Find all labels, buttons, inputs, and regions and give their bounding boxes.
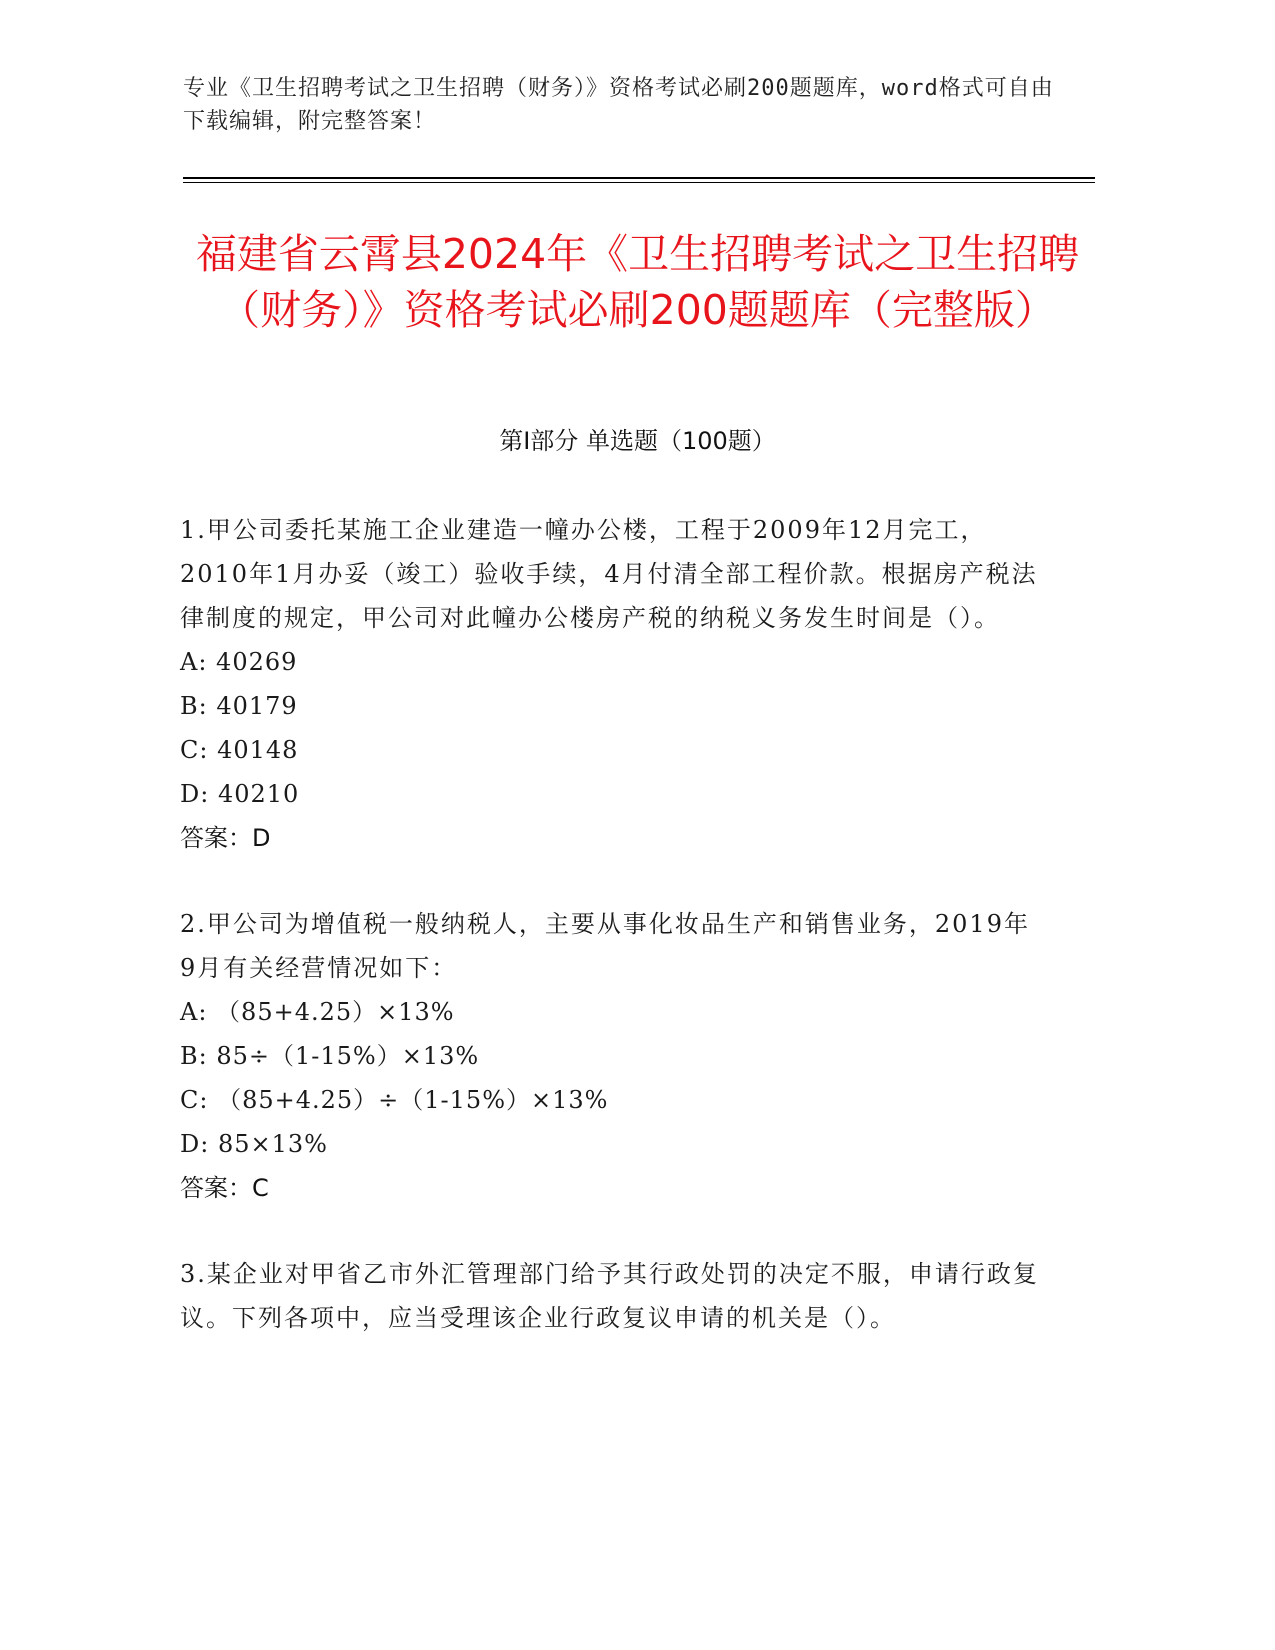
question-stem: 3.某企业对甲省乙市外汇管理部门给予其行政处罚的决定不服，申请行政复议。下列各项中，应当受理该企业行政复议申请的机关是（）。: [180, 1260, 1039, 1332]
question-3: [180, 1252, 1040, 1340]
question-stem: 1.甲公司委托某施工企业建造一幢办公楼，工程于2009年12月完工，2010年1月办妥（竣工）验收手续，4月付清全部工程价款。根据房产税法律制度的规定，甲公司对此幢办公楼房产税的纳税义务发生时间是（）。: [180, 516, 1038, 632]
option-b: B: 40179: [180, 692, 298, 720]
question-2: [180, 902, 1040, 1210]
option-c: C: 40148: [180, 736, 299, 764]
question-stem: 2.甲公司为增值税一般纳税人，主要从事化妆品生产和销售业务，2019年9月有关经营情况如下：: [180, 910, 1030, 982]
question-1: [180, 508, 1040, 860]
header-divider-thin: [183, 182, 1095, 183]
document-title: 福建省云霄县2024年《卫生招聘考试之卫生招聘（财务）》资格考试必刷200题题库（完整版）: [195, 230, 1080, 334]
option-c: C: （85+4.25）÷（1-15%）×13%: [180, 1086, 609, 1114]
section-heading: 第I部分 单选题（100题）: [499, 427, 776, 455]
option-d: D: 40210: [180, 780, 300, 808]
header-divider-thick: [183, 177, 1095, 179]
answer: 答案：D: [180, 824, 271, 852]
answer: 答案：C: [180, 1174, 269, 1202]
option-d: D: 85×13%: [180, 1130, 328, 1158]
option-b: B: 85÷（1-15%）×13%: [180, 1042, 480, 1070]
header-note: 专业《卫生招聘考试之卫生招聘（财务）》资格考试必刷200题题库，word格式可自由下载编辑，附完整答案！: [183, 76, 1054, 134]
option-a: A: （85+4.25）×13%: [180, 998, 455, 1026]
option-a: A: 40269: [180, 648, 298, 676]
question-list: [180, 508, 1040, 1382]
